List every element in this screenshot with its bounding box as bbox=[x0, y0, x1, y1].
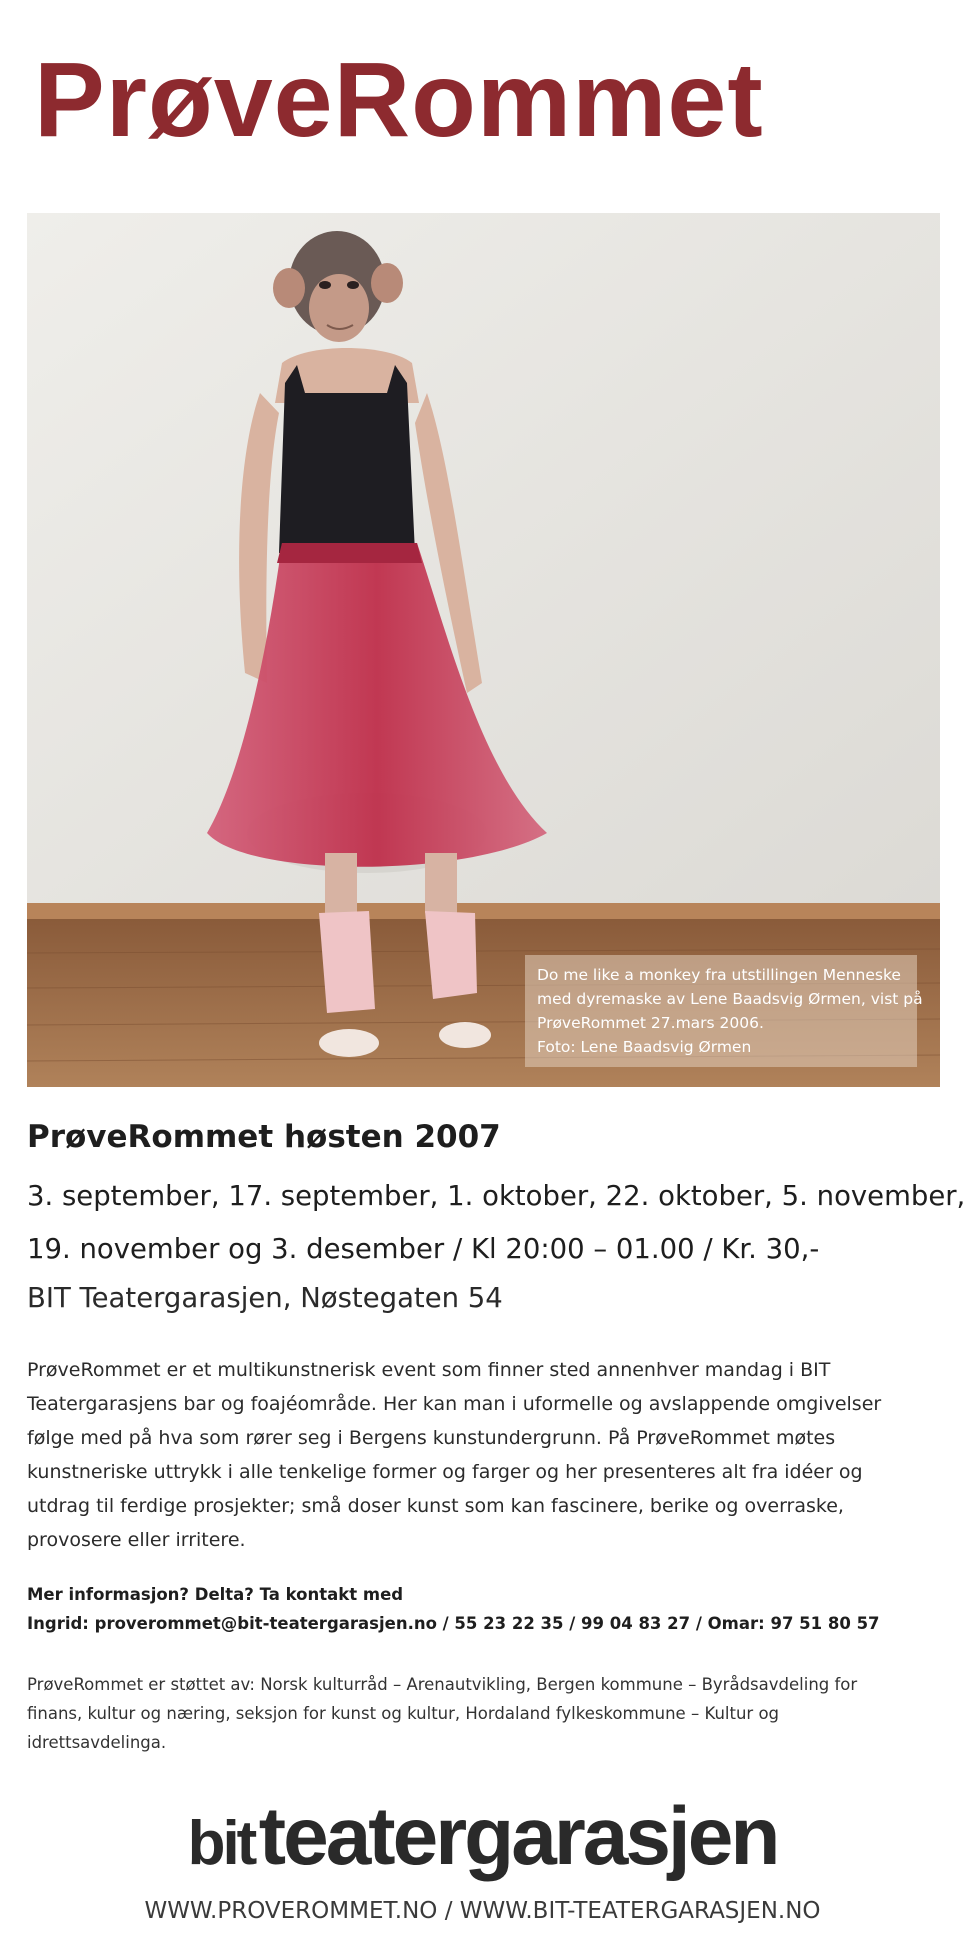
caption-line: Do me like a monkey fra utstillingen Menneske bbox=[537, 966, 901, 984]
event-venue: BIT Teatergarasjen, Nøstegaten 54 bbox=[27, 1282, 503, 1314]
event-dates bbox=[27, 1170, 965, 1276]
caption-line: Foto: Lene Baadsvig Ørmen bbox=[537, 1038, 752, 1056]
contact-info bbox=[27, 1580, 940, 1638]
page-title: PrøveRommet bbox=[34, 41, 764, 159]
dates-line: 3. september, 17. september, 1. oktober, 22. oktober, 5. november, bbox=[27, 1180, 965, 1212]
event-title: PrøveRommet høsten 2007 bbox=[27, 1119, 501, 1155]
bit-teatergarasjen-logo bbox=[0, 1790, 965, 1884]
caption-line: PrøveRommet 27.mars 2006. bbox=[537, 1014, 764, 1032]
sponsors-line: finans, kultur og næring, seksjon for kunst og kultur, Hordaland fylkeskommune – Kultur og bbox=[27, 1704, 780, 1723]
description-line: provosere eller irritere. bbox=[27, 1529, 246, 1551]
description-line: Teatergarasjens bar og foajéområde. Her kan man i uformelle og avslappende omgivelser bbox=[27, 1393, 882, 1415]
description bbox=[27, 1353, 940, 1557]
caption-line: med dyremaske av Lene Baadsvig Ørmen, vist på bbox=[537, 990, 923, 1008]
sponsors-line: PrøveRommet er støttet av: Norsk kulturråd – Arenautvikling, Bergen kommune – Byrådsavdeling for bbox=[27, 1675, 858, 1694]
footer-urls: WWW.PROVEROMMET.NO / WWW.BIT-TEATERGARASJEN.NO bbox=[144, 1898, 821, 1924]
contact-heading: Mer informasjon? Delta? Ta kontakt med bbox=[27, 1585, 404, 1604]
sponsors-line: idrettsavdelinga. bbox=[27, 1733, 167, 1752]
photo-caption bbox=[525, 955, 923, 1067]
contact-details: Ingrid: proverommet@bit-teatergarasjen.no / 55 23 22 35 / 99 04 83 27 / Omar: 97 51 80 57 bbox=[27, 1614, 880, 1633]
description-line: PrøveRommet er et multikunstnerisk event som finner sted annenhver mandag i BIT bbox=[27, 1359, 831, 1381]
description-line: følge med på hva som rører seg i Bergens kunstundergrunn. På PrøveRommet møtes bbox=[27, 1427, 836, 1449]
sponsors bbox=[27, 1670, 940, 1757]
description-line: utdrag til ferdige prosjekter; små doser kunst som kan fascinere, berike og overraske, bbox=[27, 1495, 844, 1517]
dates-line: 19. november og 3. desember / Kl 20:00 – 01.00 / Kr. 30,- bbox=[27, 1233, 820, 1265]
description-line: kunstneriske uttrykk i alle tenkelige former og farger og her presenteres alt fra idéer og bbox=[27, 1461, 863, 1483]
logo-bit: bit bbox=[187, 1809, 255, 1878]
logo-teatergarasjen: teatergarasjen bbox=[258, 1791, 778, 1882]
